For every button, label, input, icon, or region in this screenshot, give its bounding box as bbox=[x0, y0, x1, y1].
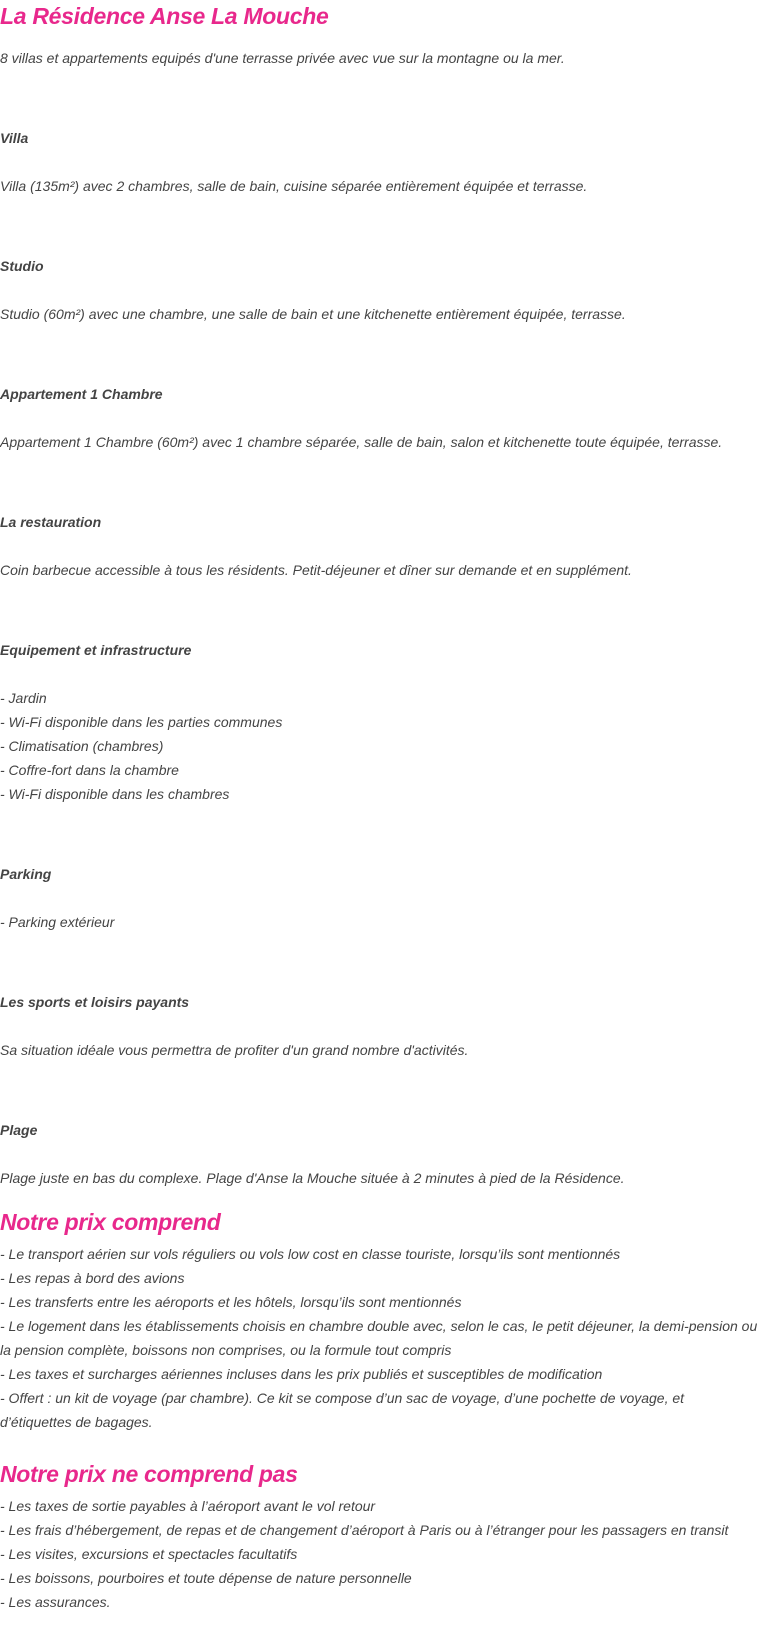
section-restauration bbox=[0, 510, 758, 582]
section-text: Villa (135m²) avec 2 chambres, salle de bain, cuisine séparée entièrement équipée et terrasse. bbox=[0, 178, 588, 194]
section-price-excludes bbox=[0, 1458, 758, 1614]
list-item: - Les assurances. bbox=[0, 1594, 111, 1610]
section-heading: Villa bbox=[0, 130, 29, 146]
list-item: - Climatisation (chambres) bbox=[0, 738, 164, 754]
section-text: Appartement 1 Chambre (60m²) avec 1 chambre séparée, salle de bain, salon et kitchenette toute équipée, terrasse. bbox=[0, 434, 723, 450]
page-title: La Résidence Anse La Mouche bbox=[0, 3, 329, 29]
section-equipement bbox=[0, 638, 758, 806]
section-text: Coin barbecue accessible à tous les résidents. Petit-déjeuner et dîner sur demande et en supplément. bbox=[0, 562, 632, 578]
list-item: - Les taxes de sortie payables à l’aéroport avant le vol retour bbox=[0, 1498, 376, 1514]
section-price-includes bbox=[0, 1206, 758, 1434]
section-heading: Parking bbox=[0, 866, 52, 882]
list-item: - Les boissons, pourboires et toute dépense de nature personnelle bbox=[0, 1570, 412, 1586]
list-item: - Les frais d’hébergement, de repas et de changement d’aéroport à Paris ou à l’étranger pour les passagers en transit bbox=[0, 1522, 729, 1538]
list-item: - Offert : un kit de voyage (par chambre). Ce kit se compose d’un sac de voyage, d’une pochette de voyage, et d’étiquettes de bagages. bbox=[0, 1390, 685, 1430]
section-heading: Equipement et infrastructure bbox=[0, 642, 192, 658]
list-item: - Parking extérieur bbox=[0, 914, 115, 930]
section-appartement bbox=[0, 382, 758, 454]
section-text: Studio (60m²) avec une chambre, une salle de bain et une kitchenette entièrement équipée, terrasse. bbox=[0, 306, 626, 322]
list-item: - Les visites, excursions et spectacles facultatifs bbox=[0, 1546, 298, 1562]
section-heading: Plage bbox=[0, 1122, 38, 1138]
section-villa bbox=[0, 126, 758, 198]
list-item: - Wi-Fi disponible dans les chambres bbox=[0, 786, 230, 802]
price-includes-title: Notre prix comprend bbox=[0, 1209, 221, 1235]
list-item: - Le logement dans les établissements choisis en chambre double avec, selon le cas, le petit déjeuner, la demi-pension ou la pension complète, boissons non comprises, ou la formule tout compris bbox=[0, 1318, 758, 1358]
section-heading: Les sports et loisirs payants bbox=[0, 994, 190, 1010]
list-item: - Jardin bbox=[0, 690, 47, 706]
section-heading: La restauration bbox=[0, 514, 102, 530]
list-item: - Les repas à bord des avions bbox=[0, 1270, 185, 1286]
intro-text: 8 villas et appartements equipés d'une terrasse privée avec vue sur la montagne ou la mer. bbox=[0, 50, 565, 66]
section-plage bbox=[0, 1118, 758, 1190]
section-text: Sa situation idéale vous permettra de profiter d'un grand nombre d'activités. bbox=[0, 1042, 469, 1058]
section-parking bbox=[0, 862, 758, 934]
list-item: - Wi-Fi disponible dans les parties communes bbox=[0, 714, 283, 730]
section-heading: Studio bbox=[0, 258, 44, 274]
list-item: - Coffre-fort dans la chambre bbox=[0, 762, 179, 778]
list-item: - Le transport aérien sur vols réguliers ou vols low cost en classe touriste, lorsqu’ils sont mentionnés bbox=[0, 1246, 621, 1262]
price-excludes-title: Notre prix ne comprend pas bbox=[0, 1461, 298, 1487]
section-text: Plage juste en bas du complexe. Plage d'Anse la Mouche située à 2 minutes à pied de la Résidence. bbox=[0, 1170, 625, 1186]
section-studio bbox=[0, 254, 758, 326]
section-heading: Appartement 1 Chambre bbox=[0, 386, 163, 402]
list-item: - Les transferts entre les aéroports et les hôtels, lorsqu’ils sont mentionnés bbox=[0, 1294, 462, 1310]
section-sports bbox=[0, 990, 758, 1062]
list-item: - Les taxes et surcharges aériennes incluses dans les prix publiés et susceptibles de modification bbox=[0, 1366, 603, 1382]
